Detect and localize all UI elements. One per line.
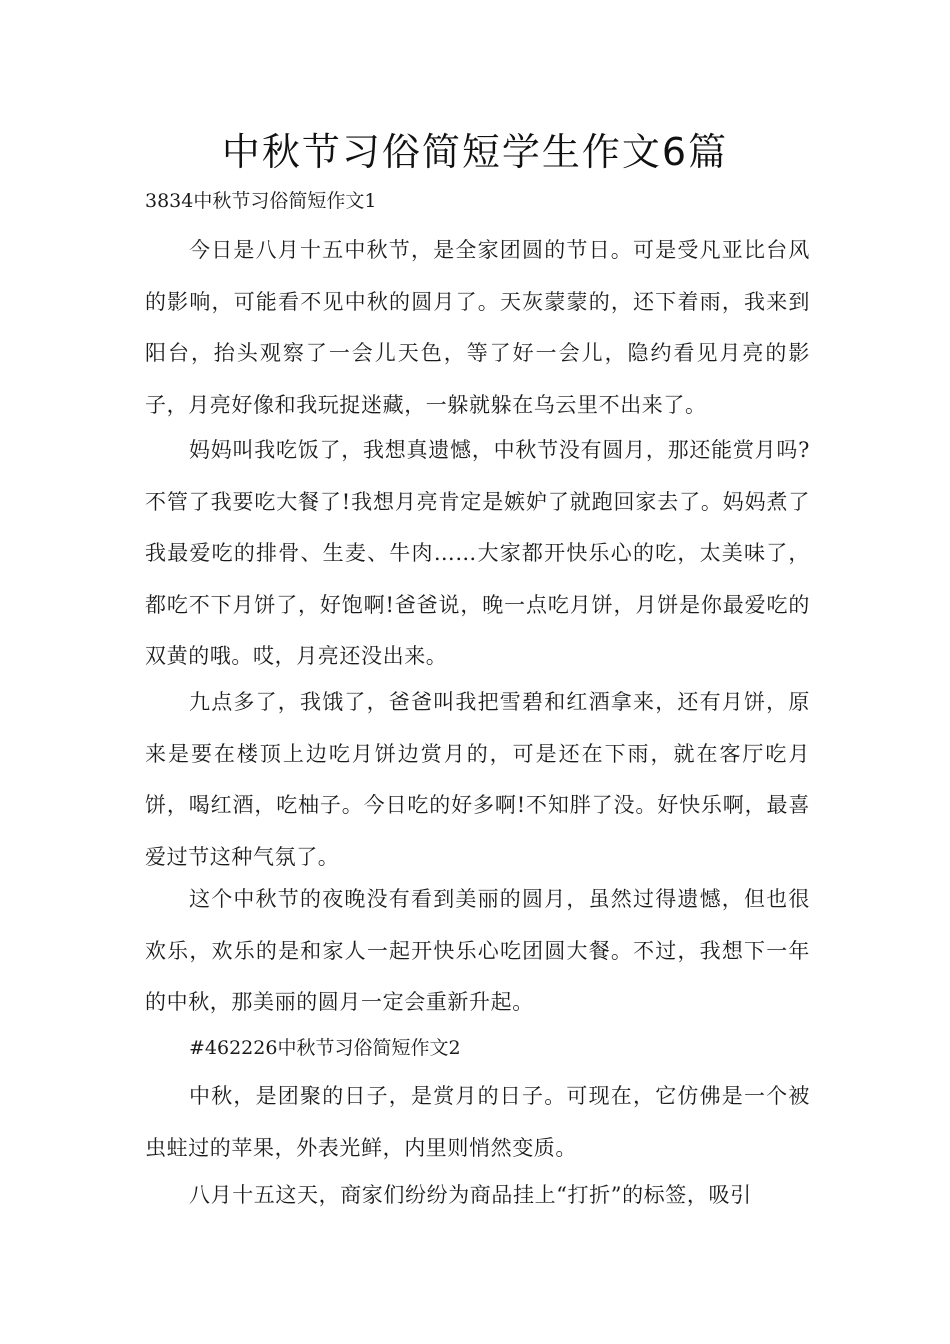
paragraph: 今日是八月十五中秋节，是全家团圆的节日。可是受凡亚比台风的影响，可能看不见中秋的圆月了。天灰蒙蒙的，还下着雨，我来到阳台，抬头观察了一会儿天色，等了好一会儿，隐约看见月亮的影子，月亮好像和我玩捉迷藏，一躲就躲在乌云里不出来了。 bbox=[145, 238, 810, 417]
paragraph: 中秋，是团聚的日子，是赏月的日子。可现在，它仿佛是一个被虫蛀过的苹果，外表光鲜，内里则悄然变质。 bbox=[145, 1084, 810, 1160]
section-heading: #462226中秋节习俗简短作文2 bbox=[189, 1037, 461, 1059]
paragraph: 这个中秋节的夜晚没有看到美丽的圆月，虽然过得遗憾，但也很欢乐，欢乐的是和家人一起开快乐心吃团圆大餐。不过，我想下一年的中秋，那美丽的圆月一定会重新升起。 bbox=[145, 887, 810, 1014]
paragraph: 八月十五这天，商家们纷纷为商品挂上“打折”的标签，吸引 bbox=[189, 1183, 752, 1207]
section-heading: 3834中秋节习俗简短作文1 bbox=[145, 190, 377, 212]
paragraph: 妈妈叫我吃饭了，我想真遗憾，中秋节没有圆月，那还能赏月吗?不管了我要吃大餐了!我想月亮肯定是嫉妒了就跑回家去了。妈妈煮了我最爱吃的排骨、生麦、牛肉……大家都开快乐心的吃，太美味了，都吃不下月饼了，好饱啊!爸爸说，晚一点吃月饼，月饼是你最爱吃的双黄的哦。哎，月亮还没出来。 bbox=[145, 438, 810, 668]
paragraph: 九点多了，我饿了，爸爸叫我把雪碧和红酒拿来，还有月饼，原来是要在楼顶上边吃月饼边赏月的，可是还在下雨，就在客厅吃月饼，喝红酒，吃柚子。今日吃的好多啊!不知胖了没。好快乐啊，最喜爱过节这种气氛了。 bbox=[145, 690, 810, 869]
document-title: 中秋节习俗简短学生作文6篇 bbox=[221, 130, 729, 174]
